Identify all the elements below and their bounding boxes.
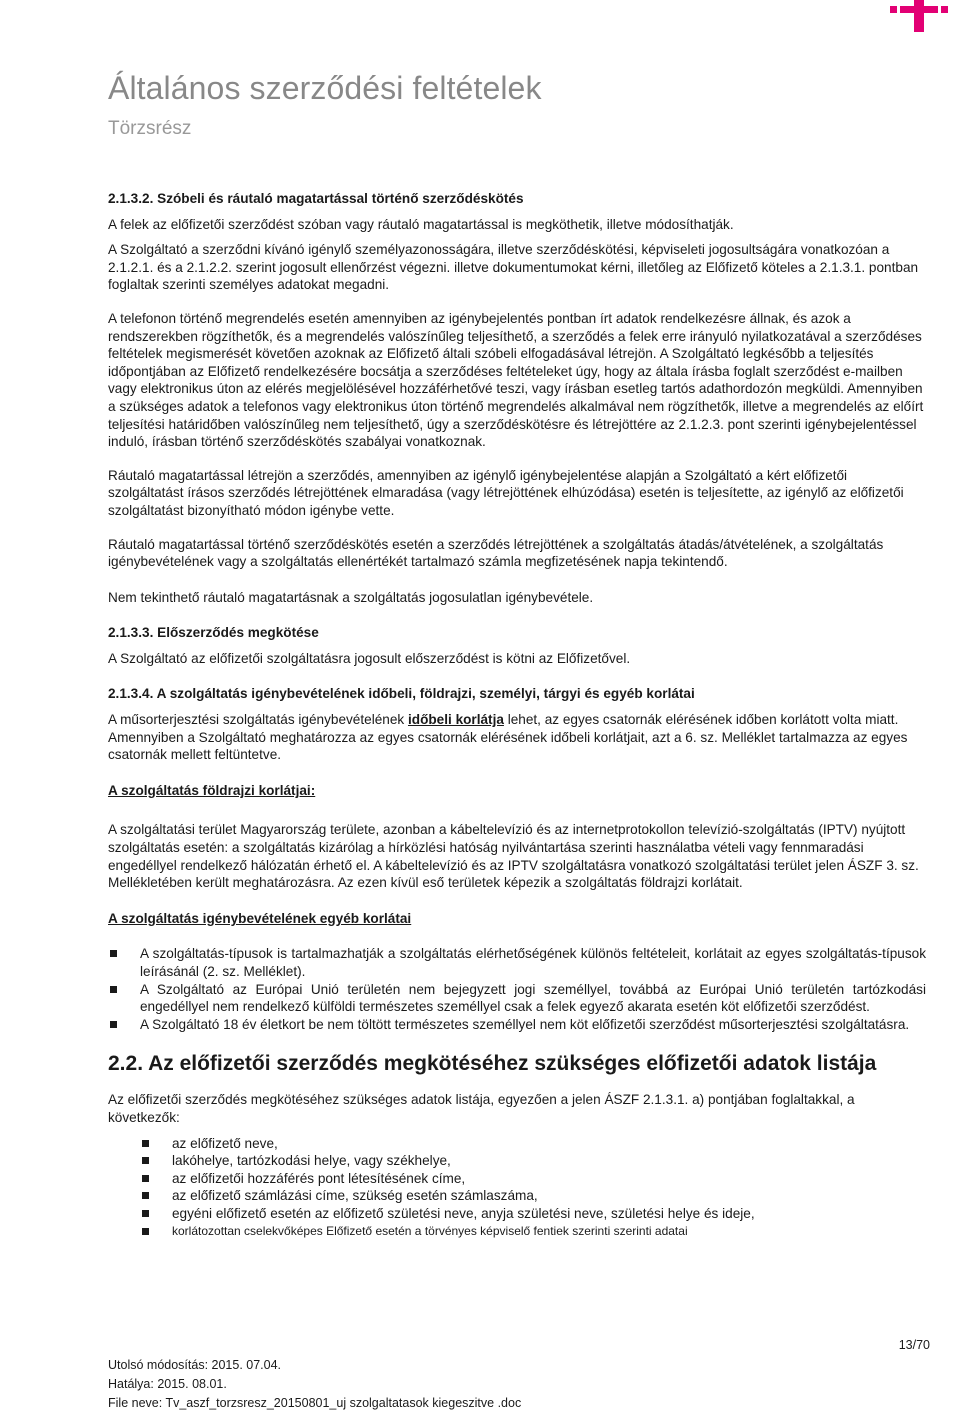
document-title: Általános szerződési feltételek	[108, 70, 542, 106]
list-item: korlátozottan cselekvőképes Előfizető esetén a törvényes képviselő fentiek szerinti szerinti adatai	[108, 1223, 926, 1241]
paragraph: A szolgáltatási terület Magyarország területe, azonban a kábeltelevízió és az internetprotokollon televízió-szolgáltatás (IPTV) nyújtott szolgáltatás esetén: a szolgáltatás kizárólag a hírközlési hatóság nyilvántartása szerinti használatba vételi vagy fennmaradási engedéllyel rendelkező hálózatán érhető el. A kábeltelevízió és az IPTV szolgáltatásra vonatkozó szolgáltatási terület jelen ÁSZF 3. sz. Mellékletében került meghatározásra. Az ezen kívül eső területek képezik a szolgáltatás földrajzi korlátait.	[108, 822, 919, 891]
paragraph: A felek az előfizetői szerződést szóban vagy ráutaló magatartással is megköthetik, illetve módosíthatják.	[108, 216, 734, 232]
paragraph: Az előfizetői szerződés megkötéséhez szükséges adatok listája, egyezően a jelen ÁSZF 2.1.3.1. a) pontjában foglaltakkal, a következők:	[108, 1092, 855, 1125]
list-item: A Szolgáltató 18 év életkort be nem töltött természetes személlyel nem köt előfizetői szerződést műsorterjesztési szolgáltatásra.	[108, 1016, 926, 1034]
paragraph-text: lehet, az egyes csatornák elérésének időben korlátott volta miatt. Amennyiben a Szolgáltató meghatározza az egyes csatornák elérésének időbeli korlátjait, azt a 6. sz. Melléklet tartalmazza az egyes csatornák mellett feltüntetve.	[108, 712, 908, 763]
telekom-t-logo	[886, 0, 960, 32]
list-item: A szolgáltatás-típusok is tartalmazhatják a szolgáltatás elérhetőségének különös feltételeit, korlátait az egyes szolgáltatás-típusok leírásánál (2. sz. Melléklet).	[108, 945, 926, 980]
document-body	[108, 190, 926, 1240]
paragraph: A Szolgáltató az előfizetői szolgáltatásra jogosult előszerződést is kötni az Előfizetővel.	[108, 650, 631, 666]
paragraph: A Szolgáltató a szerződni kívánó igénylő személyazonosságára, illetve szerződéskötési, képviseleti jogosultságára vonatkozóan a 2.1.2.1. és a 2.1.2.2. szerint jogosult ellenőrzést végezni. illetve dokumentumokat kérni, illetőleg az Előfizető köteles a 2.1.3.1. pontban foglaltak szerinti személyes adatokat megadni.	[108, 242, 919, 293]
paragraph: Nem tekinthető ráutaló magatartásnak a szolgáltatás jogosulatlan igénybevétele.	[108, 589, 594, 605]
paragraph: Ráutaló magatartással létrejön a szerződés, amennyiben az igénylő igénybejelentése alapján a Szolgáltató a kért előfizetői szolgáltatást írásos szerződés létrejöttének elmaradása (vagy létrejöttének elhúzódása) esetén is teljesítette, az igénylő az előfizetői szolgáltatást bizonyítható módon igénybe vette.	[108, 467, 904, 518]
section-heading-2-1-3-2: 2.1.3.2. Szóbeli és ráutaló magatartással történő szerződéskötés	[108, 191, 524, 206]
section-heading-2-1-3-4: 2.1.3.4. A szolgáltatás igénybevételének időbeli, földrajzi, személyi, tárgyi és egyéb korlátai	[108, 686, 695, 702]
subheading-egyeb: A szolgáltatás igénybevételének egyéb korlátai	[108, 910, 412, 926]
paragraph-text: A műsorterjesztési szolgáltatás igénybevételének	[108, 712, 408, 728]
list-item: az előfizető neve,	[108, 1135, 926, 1153]
list-item: A Szolgáltató az Európai Unió területén nem bejegyzett jogi személlyel, továbbá az Európai Unió területén tartózkodási engedéllyel nem rendelkező külföldi természetes személlyel csak a felek egyező akarata esetén köt előfizetői szerződést.	[108, 981, 926, 1016]
emphasis-text: időbeli korlátja	[407, 712, 504, 728]
paragraph	[108, 711, 926, 764]
section-heading-2-1-3-3: 2.1.3.3. Előszerződés megkötése	[108, 625, 319, 641]
subheading-foldrajzi: A szolgáltatás földrajzi korlátjai:	[108, 782, 316, 798]
list-item: egyéni előfizető esetén az előfizető születési neve, anyja születési neve, születési helye és ideje,	[108, 1205, 926, 1223]
footer-effective: Hatálya: 2015. 08.01.	[108, 1377, 227, 1391]
paragraph: A telefonon történő megrendelés esetén amennyiben az igénybejelentés pontban írt adatok rendelkezésre állnak, és azok a rendszerekben rögzíthetők, és a megrendelés valószínűleg teljesíthető, a szerződés a felek erre irányuló nyilatkozatával a szerződéses feltételek megismerését követően azoknak az Előfizető általi szóbeli elfogadásával létrejön. A Szolgáltató legkésőbb a teljesítés időpontjában az Előfizető rendelkezésére bocsátja a szerződéses feltételeket úgy, hogy az általa írásba foglalt szerződést e-mailben vagy elektronikus úton az elérés megjelölésével hozzáférhetővé teszi, vagy írásban esetleg tartós adathordozón megküldi. Amennyiben a szükséges adatok a telefonos vagy elektronikus úton történő megrendelés alkalmával nem rögzíthetők, illetve a megrendelés az előírt teljesítési határidőben valószínűleg nem teljesíthető, úgy a szerződéskötésre és létrejöttére az 2.1.2.3. pont szerinti igénybejelentéssel induló, írásban történő szerződéskötés szabályai vonatkoznak.	[108, 310, 924, 450]
document-subtitle: Törzsrész	[108, 118, 192, 139]
list-item: az előfizetői hozzáférés pont létesítésének címe,	[108, 1170, 926, 1188]
bullet-list	[108, 1135, 926, 1241]
paragraph: Ráutaló magatartással történő szerződéskötés esetén a szerződés létrejöttének a szolgáltatás átadás/átvételének, a szolgáltatás igénybevételének vagy a szolgáltatás ellenértékét tartalmazó számla megfizetésének napja tekintendő.	[108, 536, 884, 570]
footer-modified: Utolsó módosítás: 2015. 07.04.	[108, 1358, 282, 1372]
page-number: 13/70	[898, 1338, 930, 1352]
section-heading-2-2: 2.2. Az előfizetői szerződés megkötéséhez szükséges előfizetői adatok listája	[108, 1052, 877, 1076]
footer	[108, 1356, 521, 1413]
list-item: az előfizető számlázási címe, szükség esetén számlaszáma,	[108, 1187, 926, 1205]
bullet-list	[108, 945, 926, 1033]
footer-filename: File neve: Tv_aszf_torzsresz_20150801_uj szolgaltatasok kiegeszitve .doc	[108, 1396, 522, 1410]
list-item: lakóhelye, tartózkodási helye, vagy székhelye,	[108, 1152, 926, 1170]
